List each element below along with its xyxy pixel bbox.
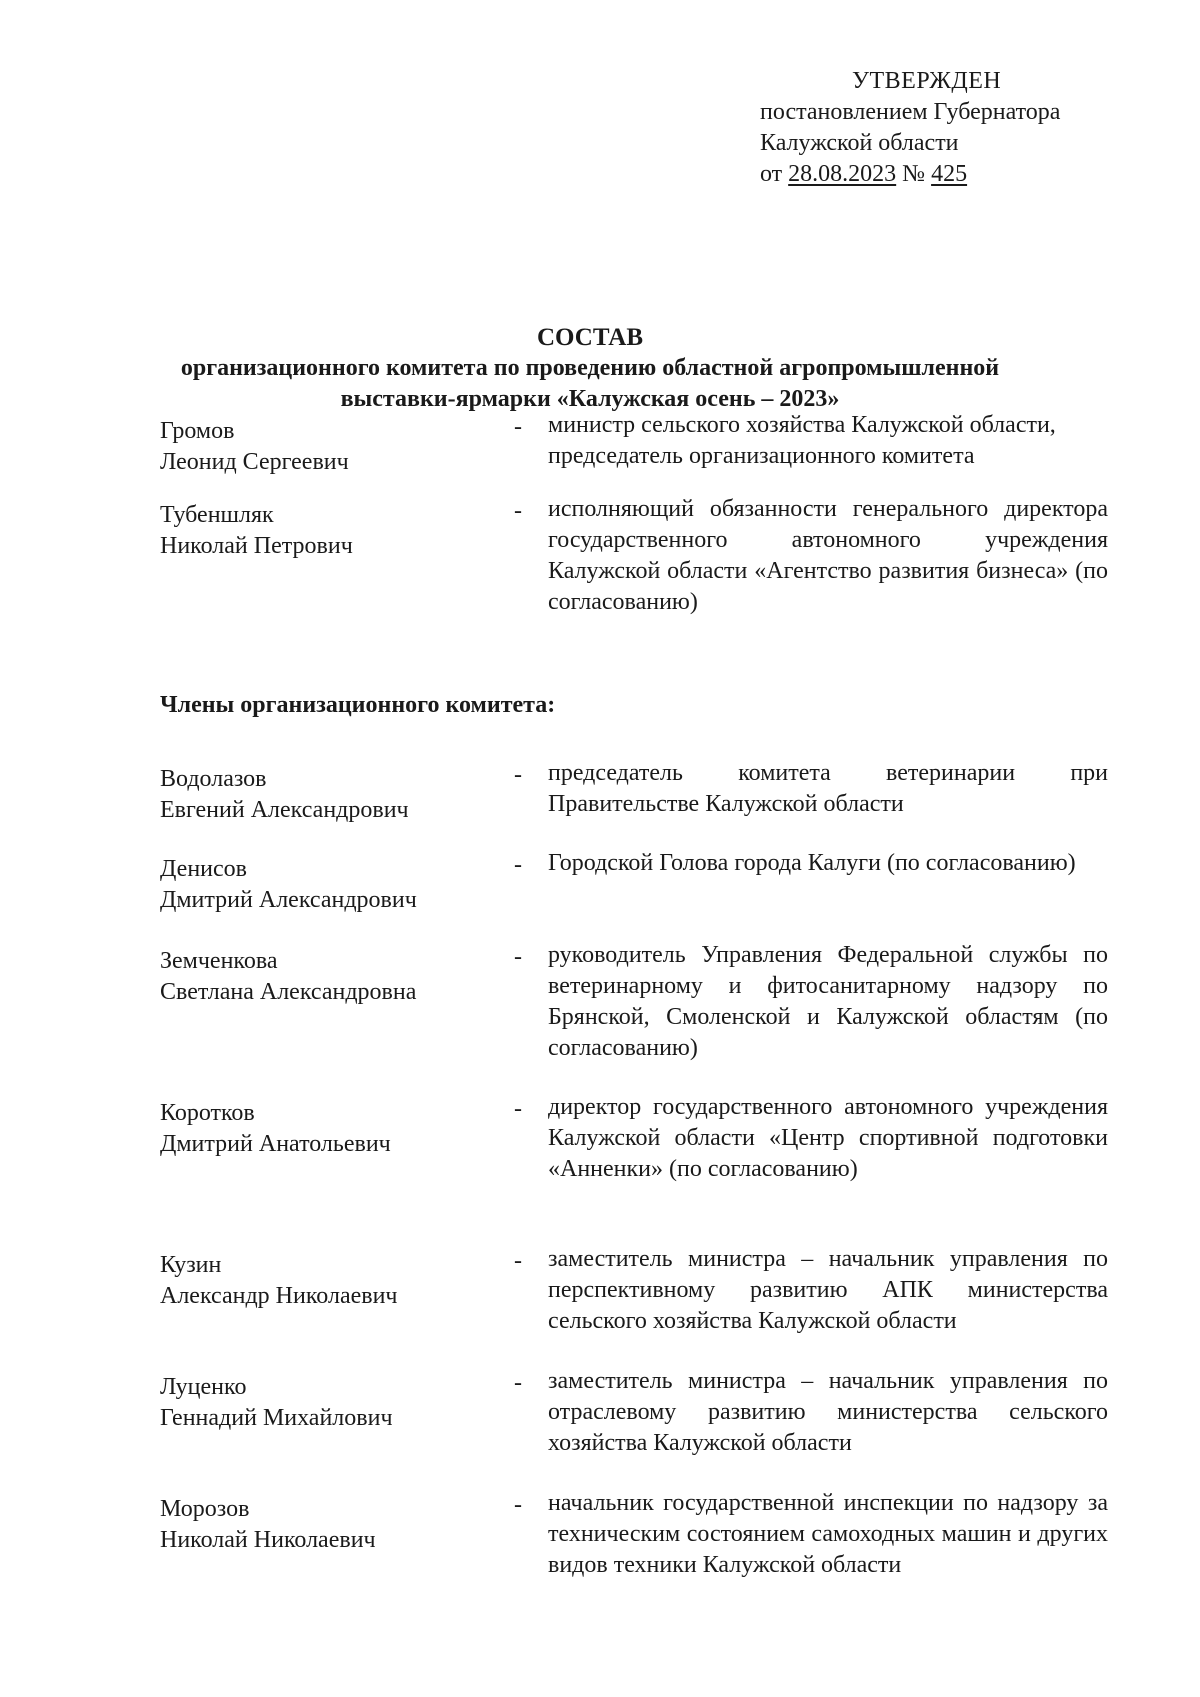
dash: - xyxy=(514,1370,522,1396)
members-section-heading: Члены организационного комитета: xyxy=(160,692,556,718)
dash: - xyxy=(514,414,522,440)
dash: - xyxy=(514,1248,522,1274)
member-position: исполняющий обязанности генерального директора государственного автономного учреждения Калужской области «Агентство развития бизнеса» (по согласованию) xyxy=(548,496,1108,615)
surname: Земченкова xyxy=(160,948,278,974)
surname: Луценко xyxy=(160,1374,247,1400)
surname: Громов xyxy=(160,418,235,444)
dash: - xyxy=(514,852,522,878)
given-names: Светлана Александровна xyxy=(160,979,417,1005)
member-name xyxy=(160,416,500,478)
member-name xyxy=(160,764,500,826)
member-position: начальник государственной инспекции по надзору за техническим состоянием самоходных машин и других видов техники Калужской области xyxy=(548,1490,1108,1578)
dash: - xyxy=(514,1096,522,1122)
given-names: Александр Николаевич xyxy=(160,1283,398,1309)
given-names: Дмитрий Александрович xyxy=(160,887,417,913)
surname: Тубеншляк xyxy=(160,502,274,528)
dash: - xyxy=(514,498,522,524)
surname: Денисов xyxy=(160,856,247,882)
title-line: выставки-ярмарки «Калужская осень – 2023» xyxy=(340,386,840,412)
member-name xyxy=(160,1098,500,1160)
dash: - xyxy=(514,944,522,970)
member-position: заместитель министра – начальник управления по отраслевому развитию министерства сельского хозяйства Калужской области xyxy=(548,1368,1108,1456)
date-prefix: от xyxy=(760,161,789,187)
given-names: Николай Петрович xyxy=(160,533,353,559)
surname: Морозов xyxy=(160,1496,250,1522)
number-prefix: № xyxy=(896,161,932,187)
approval-block xyxy=(760,66,1060,190)
member-name xyxy=(160,854,500,916)
member-name xyxy=(160,946,500,1008)
approval-line: Калужской области xyxy=(760,130,959,156)
surname: Кузин xyxy=(160,1252,222,1278)
dash: - xyxy=(514,1492,522,1518)
given-names: Дмитрий Анатольевич xyxy=(160,1131,391,1157)
dash: - xyxy=(514,762,522,788)
member-name xyxy=(160,1250,500,1312)
title-heading: СОСТАВ xyxy=(536,324,644,351)
given-names: Николай Николаевич xyxy=(160,1527,376,1553)
title-line: организационного комитета по проведению областной агропромышленной xyxy=(180,355,1000,381)
given-names: Евгений Александрович xyxy=(160,797,409,823)
approval-date-line xyxy=(760,159,1060,190)
member-name xyxy=(160,1494,500,1556)
surname: Водолазов xyxy=(160,766,267,792)
member-position: Городской Голова города Калуги (по согласованию) xyxy=(548,850,1076,876)
document-title xyxy=(150,322,1030,415)
given-names: Геннадий Михайлович xyxy=(160,1405,393,1431)
approval-date: 28.08.2023 xyxy=(788,161,897,187)
surname: Коротков xyxy=(160,1100,255,1126)
member-name xyxy=(160,500,500,562)
member-position: министр сельского хозяйства Калужской области, председатель организационного комитета xyxy=(548,412,1056,469)
member-position: председатель комитета ветеринарии при Правительстве Калужской области xyxy=(548,760,1108,817)
member-name xyxy=(160,1372,500,1434)
approval-line: постановлением Губернатора xyxy=(760,99,1061,125)
member-position: директор государственного автономного учреждения Калужской области «Центр спортивной подготовки «Анненки» (по согласованию) xyxy=(548,1094,1108,1182)
given-names: Леонид Сергеевич xyxy=(160,449,349,475)
member-position: заместитель министра – начальник управления по перспективному развитию АПК министерства сельского хозяйства Калужской области xyxy=(548,1246,1108,1334)
approval-heading: УТВЕРЖДЕН xyxy=(852,68,1002,94)
member-position: руководитель Управления Федеральной службы по ветеринарному и фитосанитарному надзору по Брянской, Смоленской и Калужской областям (по согласованию) xyxy=(548,942,1108,1061)
approval-number: 425 xyxy=(931,161,968,187)
